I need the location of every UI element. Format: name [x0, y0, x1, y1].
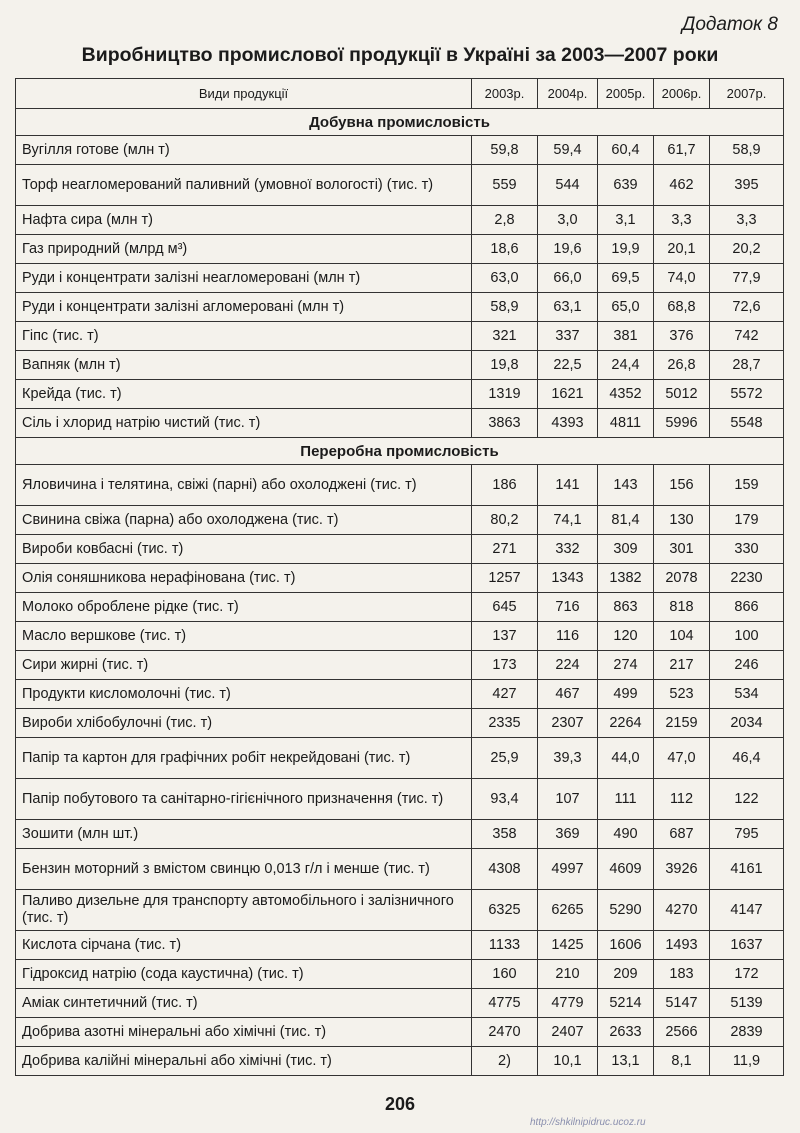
value-cell: 160	[472, 960, 538, 989]
value-cell: 5572	[710, 380, 784, 409]
value-cell: 66,0	[538, 264, 598, 293]
value-cell: 3863	[472, 409, 538, 438]
value-cell: 46,4	[710, 738, 784, 779]
product-name-cell: Вироби хлібобулочні (тис. т)	[16, 709, 472, 738]
product-name-cell: Зошити (млн шт.)	[16, 820, 472, 849]
value-cell: 1343	[538, 564, 598, 593]
appendix-label: Додаток 8	[681, 14, 778, 35]
value-cell: 20,1	[654, 235, 710, 264]
value-cell: 1382	[598, 564, 654, 593]
value-cell: 60,4	[598, 136, 654, 165]
value-cell: 107	[538, 779, 598, 820]
value-cell: 112	[654, 779, 710, 820]
product-name-cell: Сіль і хлорид натрію чистий (тис. т)	[16, 409, 472, 438]
product-name-cell: Паливо дизельне для транспорту автомобільного і залізничного (тис. т)	[16, 890, 472, 931]
product-name-cell: Молоко оброблене рідке (тис. т)	[16, 593, 472, 622]
value-cell: 93,4	[472, 779, 538, 820]
value-cell: 2335	[472, 709, 538, 738]
value-cell: 122	[710, 779, 784, 820]
value-cell: 186	[472, 465, 538, 506]
value-cell: 1621	[538, 380, 598, 409]
table-row	[16, 960, 784, 989]
value-cell: 172	[710, 960, 784, 989]
product-name-cell: Папір та картон для графічних робіт некрейдовані (тис. т)	[16, 738, 472, 779]
product-name-cell: Вироби ковбасні (тис. т)	[16, 535, 472, 564]
value-cell: 358	[472, 820, 538, 849]
value-cell: 3,0	[538, 206, 598, 235]
value-cell: 59,8	[472, 136, 538, 165]
table-row	[16, 465, 784, 506]
value-cell: 330	[710, 535, 784, 564]
value-cell: 104	[654, 622, 710, 651]
value-cell: 47,0	[654, 738, 710, 779]
product-name-cell: Олія соняшникова нерафінована (тис. т)	[16, 564, 472, 593]
section-title: Добувна промисловість	[16, 109, 784, 136]
value-cell: 337	[538, 322, 598, 351]
value-cell: 217	[654, 651, 710, 680]
section-row	[16, 109, 784, 136]
value-cell: 687	[654, 820, 710, 849]
value-cell: 183	[654, 960, 710, 989]
table-row	[16, 322, 784, 351]
value-cell: 10,1	[538, 1047, 598, 1076]
value-cell: 376	[654, 322, 710, 351]
value-cell: 2,8	[472, 206, 538, 235]
value-cell: 6325	[472, 890, 538, 931]
table-row	[16, 738, 784, 779]
product-name-cell: Гіпс (тис. т)	[16, 322, 472, 351]
value-cell: 1637	[710, 931, 784, 960]
value-cell: 395	[710, 165, 784, 206]
product-name-cell: Масло вершкове (тис. т)	[16, 622, 472, 651]
value-cell: 77,9	[710, 264, 784, 293]
table-row	[16, 506, 784, 535]
value-cell: 69,5	[598, 264, 654, 293]
value-cell: 24,4	[598, 351, 654, 380]
table-row	[16, 989, 784, 1018]
value-cell: 100	[710, 622, 784, 651]
value-cell: 2839	[710, 1018, 784, 1047]
value-cell: 18,6	[472, 235, 538, 264]
value-cell: 5214	[598, 989, 654, 1018]
product-name-cell: Вапняк (млн т)	[16, 351, 472, 380]
value-cell: 5012	[654, 380, 710, 409]
value-cell: 81,4	[598, 506, 654, 535]
value-cell: 3,3	[710, 206, 784, 235]
value-cell: 381	[598, 322, 654, 351]
table-row	[16, 651, 784, 680]
value-cell: 534	[710, 680, 784, 709]
value-cell: 159	[710, 465, 784, 506]
product-name-cell: Добрива калійні мінеральні або хімічні (тис. т)	[16, 1047, 472, 1076]
value-cell: 499	[598, 680, 654, 709]
value-cell: 2633	[598, 1018, 654, 1047]
table-row	[16, 564, 784, 593]
table-row	[16, 593, 784, 622]
value-cell: 80,2	[472, 506, 538, 535]
table-row	[16, 890, 784, 931]
value-cell: 74,1	[538, 506, 598, 535]
value-cell: 2159	[654, 709, 710, 738]
value-cell: 19,9	[598, 235, 654, 264]
value-cell: 271	[472, 535, 538, 564]
product-name-cell: Руди і концентрати залізні неагломеровані (млн т)	[16, 264, 472, 293]
value-cell: 141	[538, 465, 598, 506]
table-row	[16, 535, 784, 564]
value-cell: 4161	[710, 849, 784, 890]
value-cell: 19,8	[472, 351, 538, 380]
value-cell: 63,0	[472, 264, 538, 293]
table-row	[16, 622, 784, 651]
value-cell: 818	[654, 593, 710, 622]
table-row	[16, 779, 784, 820]
value-cell: 301	[654, 535, 710, 564]
table-row	[16, 264, 784, 293]
value-cell: 246	[710, 651, 784, 680]
product-name-cell: Вугілля готове (млн т)	[16, 136, 472, 165]
value-cell: 58,9	[472, 293, 538, 322]
value-cell: 130	[654, 506, 710, 535]
table-row	[16, 136, 784, 165]
value-cell: 332	[538, 535, 598, 564]
table-row	[16, 931, 784, 960]
value-cell: 462	[654, 165, 710, 206]
value-cell: 25,9	[472, 738, 538, 779]
value-cell: 5996	[654, 409, 710, 438]
value-cell: 4308	[472, 849, 538, 890]
value-cell: 22,5	[538, 351, 598, 380]
product-name-cell: Продукти кисломолочні (тис. т)	[16, 680, 472, 709]
value-cell: 63,1	[538, 293, 598, 322]
value-cell: 716	[538, 593, 598, 622]
value-cell: 742	[710, 322, 784, 351]
value-cell: 427	[472, 680, 538, 709]
value-cell: 156	[654, 465, 710, 506]
value-cell: 4779	[538, 989, 598, 1018]
value-cell: 1493	[654, 931, 710, 960]
value-cell: 39,3	[538, 738, 598, 779]
value-cell: 1257	[472, 564, 538, 593]
value-cell: 8,1	[654, 1047, 710, 1076]
value-cell: 2)	[472, 1047, 538, 1076]
product-name-cell: Бензин моторний з вмістом свинцю 0,013 г/л і менше (тис. т)	[16, 849, 472, 890]
column-header-2005: 2005р.	[598, 79, 654, 109]
product-name-cell: Свинина свіжа (парна) або охолоджена (тис. т)	[16, 506, 472, 535]
table-row	[16, 235, 784, 264]
value-cell: 369	[538, 820, 598, 849]
value-cell: 58,9	[710, 136, 784, 165]
value-cell: 2264	[598, 709, 654, 738]
column-header-2003: 2003р.	[472, 79, 538, 109]
table-row	[16, 351, 784, 380]
value-cell: 523	[654, 680, 710, 709]
value-cell: 224	[538, 651, 598, 680]
column-header-2007: 2007р.	[710, 79, 784, 109]
page-number: 206	[384, 1094, 416, 1114]
product-name-cell: Торф неагломерований паливний (умовної вологості) (тис. т)	[16, 165, 472, 206]
value-cell: 559	[472, 165, 538, 206]
value-cell: 4811	[598, 409, 654, 438]
value-cell: 490	[598, 820, 654, 849]
value-cell: 4147	[710, 890, 784, 931]
value-cell: 2566	[654, 1018, 710, 1047]
product-name-cell: Нафта сира (млн т)	[16, 206, 472, 235]
product-name-cell: Добрива азотні мінеральні або хімічні (тис. т)	[16, 1018, 472, 1047]
product-name-cell: Крейда (тис. т)	[16, 380, 472, 409]
value-cell: 120	[598, 622, 654, 651]
section-title: Переробна промисловість	[16, 438, 784, 465]
value-cell: 4270	[654, 890, 710, 931]
table-row	[16, 849, 784, 890]
section-row	[16, 438, 784, 465]
production-table	[15, 78, 784, 1076]
product-name-cell: Сири жирні (тис. т)	[16, 651, 472, 680]
site-url: http://shkilnipidruc.ucoz.ru	[530, 1117, 646, 1128]
value-cell: 6265	[538, 890, 598, 931]
value-cell: 1133	[472, 931, 538, 960]
value-cell: 2470	[472, 1018, 538, 1047]
value-cell: 13,1	[598, 1047, 654, 1076]
value-cell: 209	[598, 960, 654, 989]
product-name-cell: Аміак синтетичний (тис. т)	[16, 989, 472, 1018]
value-cell: 639	[598, 165, 654, 206]
value-cell: 2407	[538, 1018, 598, 1047]
value-cell: 44,0	[598, 738, 654, 779]
value-cell: 3,1	[598, 206, 654, 235]
table-row	[16, 293, 784, 322]
value-cell: 5548	[710, 409, 784, 438]
table-row	[16, 1047, 784, 1076]
value-cell: 5147	[654, 989, 710, 1018]
column-header-2006: 2006р.	[654, 79, 710, 109]
table-row	[16, 409, 784, 438]
value-cell: 863	[598, 593, 654, 622]
value-cell: 5290	[598, 890, 654, 931]
table-row	[16, 380, 784, 409]
value-cell: 137	[472, 622, 538, 651]
page-title: Виробництво промислової продукції в Україні за 2003—2007 роки	[81, 44, 719, 66]
value-cell: 28,7	[710, 351, 784, 380]
value-cell: 1606	[598, 931, 654, 960]
product-name-cell: Кислота сірчана (тис. т)	[16, 931, 472, 960]
value-cell: 4775	[472, 989, 538, 1018]
value-cell: 544	[538, 165, 598, 206]
value-cell: 2307	[538, 709, 598, 738]
value-cell: 5139	[710, 989, 784, 1018]
value-cell: 4352	[598, 380, 654, 409]
value-cell: 173	[472, 651, 538, 680]
value-cell: 143	[598, 465, 654, 506]
value-cell: 59,4	[538, 136, 598, 165]
value-cell: 111	[598, 779, 654, 820]
value-cell: 795	[710, 820, 784, 849]
table-row	[16, 165, 784, 206]
value-cell: 3,3	[654, 206, 710, 235]
value-cell: 3926	[654, 849, 710, 890]
value-cell: 68,8	[654, 293, 710, 322]
table-header-row	[16, 79, 784, 109]
table-row	[16, 206, 784, 235]
product-name-cell: Руди і концентрати залізні агломеровані (млн т)	[16, 293, 472, 322]
table-body	[16, 109, 784, 1076]
table-row	[16, 680, 784, 709]
value-cell: 210	[538, 960, 598, 989]
product-name-cell: Гідроксид натрію (сода каустична) (тис. т)	[16, 960, 472, 989]
column-header-2004: 2004р.	[538, 79, 598, 109]
value-cell: 2034	[710, 709, 784, 738]
value-cell: 1425	[538, 931, 598, 960]
value-cell: 4609	[598, 849, 654, 890]
table-row	[16, 820, 784, 849]
value-cell: 1319	[472, 380, 538, 409]
value-cell: 2230	[710, 564, 784, 593]
value-cell: 65,0	[598, 293, 654, 322]
value-cell: 309	[598, 535, 654, 564]
product-name-cell: Папір побутового та санітарно-гігієнічного призначення (тис. т)	[16, 779, 472, 820]
value-cell: 179	[710, 506, 784, 535]
value-cell: 20,2	[710, 235, 784, 264]
value-cell: 274	[598, 651, 654, 680]
value-cell: 467	[538, 680, 598, 709]
table-row	[16, 1018, 784, 1047]
value-cell: 866	[710, 593, 784, 622]
value-cell: 72,6	[710, 293, 784, 322]
value-cell: 645	[472, 593, 538, 622]
value-cell: 74,0	[654, 264, 710, 293]
product-name-cell: Газ природний (млрд м³)	[16, 235, 472, 264]
table-row	[16, 709, 784, 738]
column-header-product: Види продукції	[16, 79, 472, 109]
value-cell: 11,9	[710, 1047, 784, 1076]
value-cell: 19,6	[538, 235, 598, 264]
value-cell: 26,8	[654, 351, 710, 380]
value-cell: 321	[472, 322, 538, 351]
product-name-cell: Яловичина і телятина, свіжі (парні) або охолоджені (тис. т)	[16, 465, 472, 506]
value-cell: 4997	[538, 849, 598, 890]
value-cell: 4393	[538, 409, 598, 438]
value-cell: 61,7	[654, 136, 710, 165]
value-cell: 2078	[654, 564, 710, 593]
value-cell: 116	[538, 622, 598, 651]
